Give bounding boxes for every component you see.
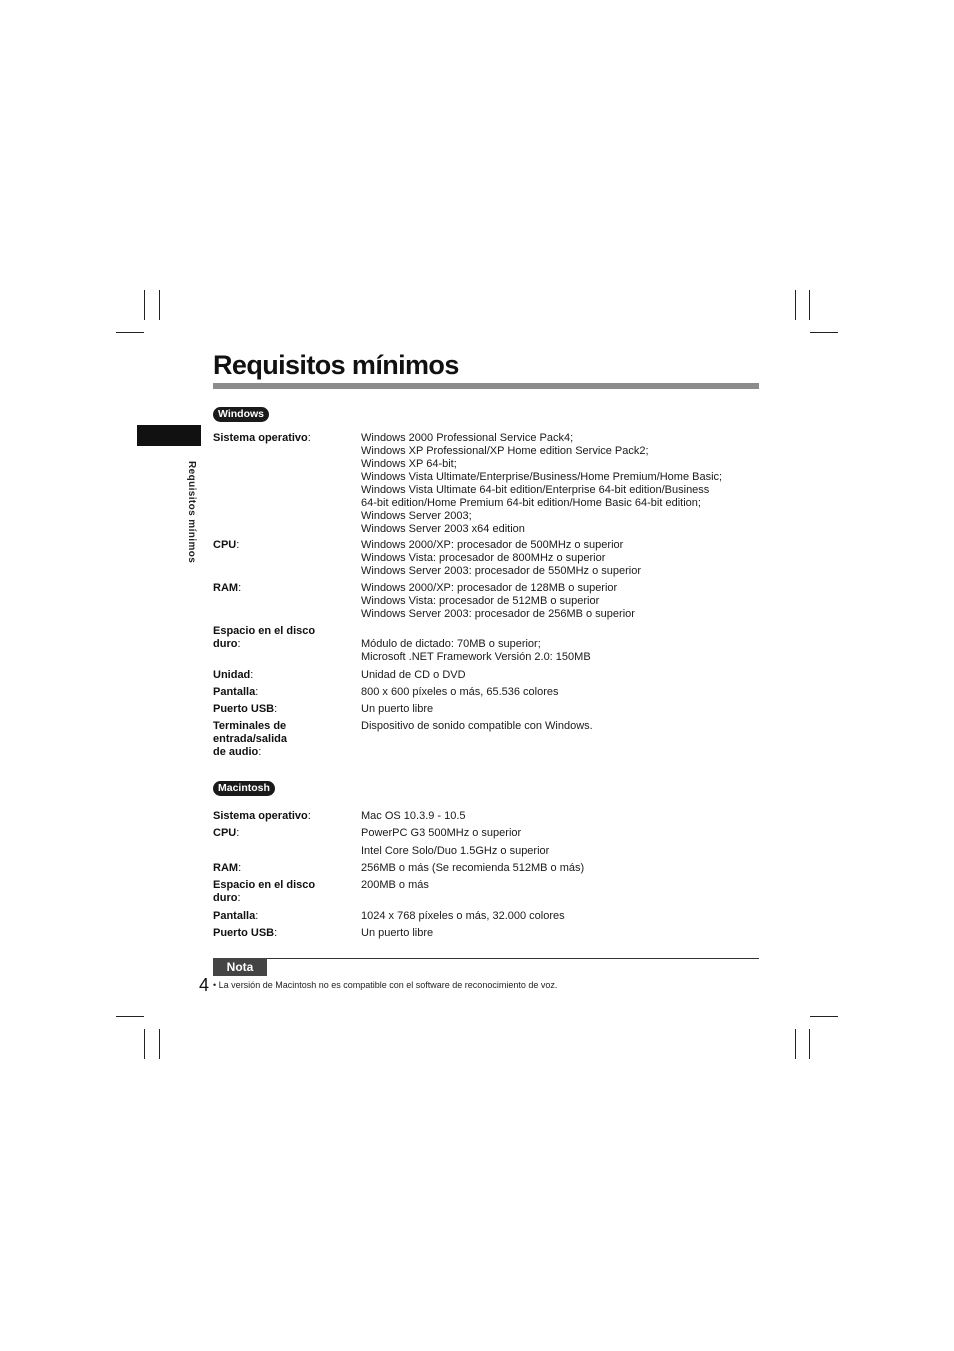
page-number: 4 — [199, 975, 210, 995]
spec-value: Mac OS 10.3.9 - 10.5 — [361, 810, 466, 822]
windows-badge: Windows — [213, 407, 269, 422]
crop-mark — [795, 290, 796, 320]
spec-label: Puerto USB: — [213, 927, 278, 939]
spec-value: 256MB o más (Se recomienda 512MB o más) — [361, 862, 585, 874]
spec-value: 800 x 600 píxeles o más, 65.536 colores — [361, 686, 559, 698]
crop-mark — [116, 332, 144, 333]
spec-value: 1024 x 768 píxeles o más, 32.000 colores — [361, 910, 565, 922]
spec-label: Pantalla: — [213, 910, 259, 922]
spec-label: CPU: — [213, 539, 240, 551]
spec-value: Windows 2000/XP: procesador de 128MB o superior Windows Vista: procesador de 512MB o superior Windows Server 2003: procesador de 256MB o superior — [361, 582, 635, 620]
spec-label: Pantalla: — [213, 686, 259, 698]
section-index-tab — [137, 425, 201, 446]
spec-label: CPU: — [213, 827, 240, 839]
crop-mark — [116, 1016, 144, 1017]
spec-label: Sistema operativo: — [213, 810, 311, 822]
spec-label: RAM: — [213, 582, 242, 594]
crop-mark — [144, 290, 145, 320]
spec-label: Puerto USB: — [213, 703, 278, 715]
spec-value: Un puerto libre — [361, 927, 434, 939]
crop-mark — [159, 290, 160, 320]
spec-value: 200MB o más — [361, 879, 429, 891]
page-title: Requisitos mínimos — [213, 350, 459, 380]
crop-mark — [809, 290, 810, 320]
spec-value: Intel Core Solo/Duo 1.5GHz o superior — [361, 845, 550, 857]
spec-label: Espacio en el disco duro: — [213, 879, 316, 904]
spec-label: RAM: — [213, 862, 242, 874]
crop-mark — [159, 1029, 160, 1059]
spec-label: Terminales de entrada/salida de audio: — [213, 720, 287, 758]
spec-value: Unidad de CD o DVD — [361, 669, 466, 681]
title-underline — [213, 383, 759, 389]
crop-mark — [795, 1029, 796, 1059]
crop-mark — [144, 1029, 145, 1059]
spec-label: Espacio en el disco duro: — [213, 625, 316, 650]
spec-value: Dispositivo de sonido compatible con Windows. — [361, 720, 593, 732]
spec-label: Sistema operativo: — [213, 432, 311, 444]
side-section-label: Requisitos mínimos — [186, 461, 197, 564]
spec-value: Un puerto libre — [361, 703, 434, 715]
spec-label: Unidad: — [213, 669, 254, 681]
spec-value: PowerPC G3 500MHz o superior — [361, 827, 522, 839]
bullet: • — [213, 980, 217, 990]
crop-mark — [810, 1016, 838, 1017]
spec-value: Windows 2000 Professional Service Pack4; Windows XP Professional/XP Home edition Service Pack2; Windows XP 64-bit; Windows Vista Ultimate/Enterprise/Business/Home Premium/Home Basic; Windows Vista Ultimate 64-bit edition/Enterprise 64-bit edition/Business 64-bit edition/Home Premium 64-bit edition/Home Basic 64-bit edition; Windows Server 2003; Windows Server 2003 x64 edition — [361, 432, 723, 535]
note-text: • La versión de Macintosh no es compatible con el software de reconocimiento de voz. — [213, 980, 558, 990]
macintosh-badge: Macintosh — [213, 781, 275, 796]
crop-mark — [809, 1029, 810, 1059]
spec-value: Windows 2000/XP: procesador de 500MHz o superior Windows Vista: procesador de 800MHz o superior Windows Server 2003: procesador de 550MHz o superior — [361, 539, 642, 577]
crop-mark — [810, 332, 838, 333]
note-badge: Nota — [213, 958, 267, 976]
spec-value: Módulo de dictado: 70MB o superior; Microsoft .NET Framework Versión 2.0: 150MB — [361, 638, 591, 663]
note-divider — [213, 958, 759, 959]
